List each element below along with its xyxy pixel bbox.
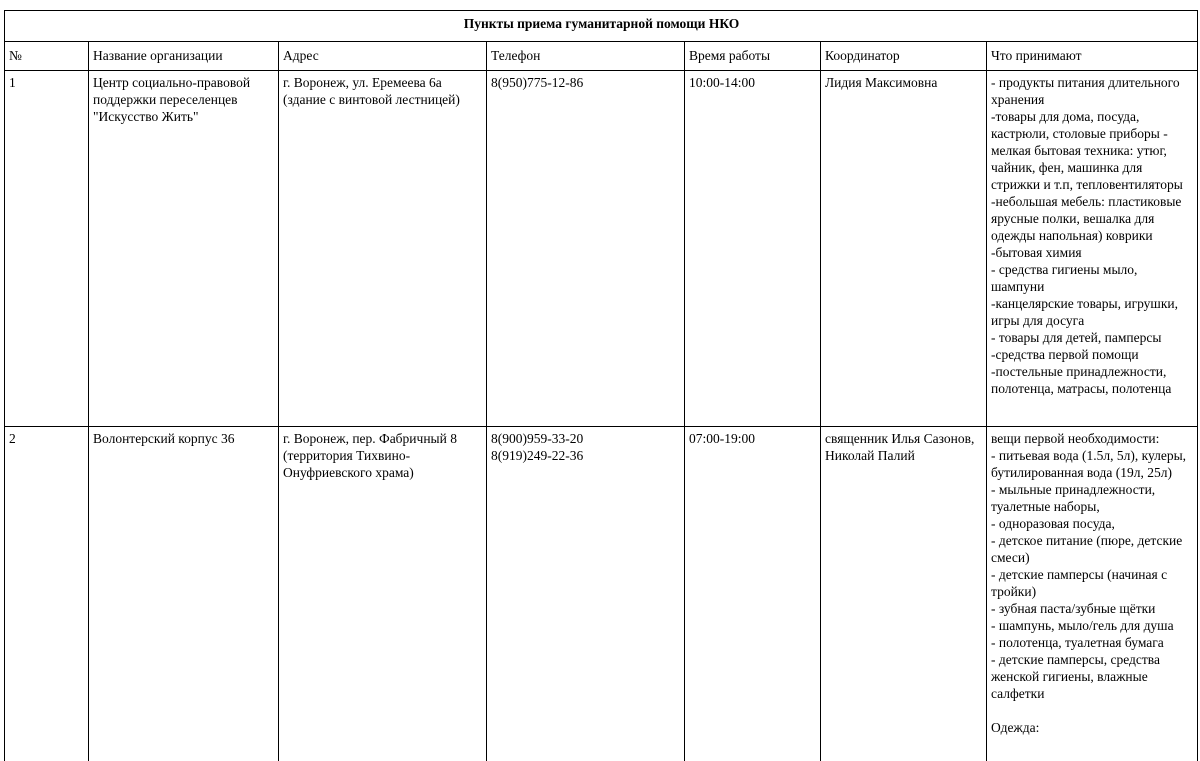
cell-phone[interactable]	[487, 71, 685, 427]
header-address[interactable]: Адрес	[279, 42, 487, 71]
table-row	[5, 427, 1198, 761]
phone-number: 8(950)775-12-86	[491, 75, 584, 90]
header-org[interactable]: Название организации	[89, 42, 279, 71]
header-accepts[interactable]: Что принимают	[987, 42, 1198, 71]
cell-accepts[interactable]: вещи первой необходимости: - питьевая вода (1.5л, 5л), кулеры, бутилированная вода (19л, 25л) - мыльные принадлежности, туалетные наборы, - одноразовая посуда, - детское питание (пюре, детские смеси) - детские памперсы (начиная с тройки) - зубная паста/зубные щётки - шампунь, мыло/гель для душа - полотенца, туалетная бумага - детские памперсы, средства женской гигиены, влажные салфетки Одежда:	[987, 427, 1198, 761]
cell-address[interactable]: г. Воронеж, ул. Еремеева 6а (здание с винтовой лестницей)	[279, 71, 487, 427]
cell-hours[interactable]: 07:00-19:00	[685, 427, 821, 761]
header-num[interactable]: №	[5, 42, 89, 71]
phone-number: 8(900)959-33-20	[491, 431, 584, 446]
coordinator-name: Николай Палий	[825, 448, 915, 463]
ngo-aid-points-table	[4, 10, 1198, 761]
cell-org[interactable]: Волонтерский корпус 36	[89, 427, 279, 761]
header-hours[interactable]: Время работы	[685, 42, 821, 71]
cell-num[interactable]: 1	[5, 71, 89, 427]
coordinator-name: Лидия Максимовна	[825, 75, 938, 90]
table-title: Пункты приема гуманитарной помощи НКО	[5, 11, 1198, 42]
header-coordinator[interactable]: Координатор	[821, 42, 987, 71]
cell-phone[interactable]	[487, 427, 685, 761]
cell-address[interactable]: г. Воронеж, пер. Фабричный 8 (территория Тихвино-Онуфриевского храма)	[279, 427, 487, 761]
table-row	[5, 71, 1198, 427]
table-title-row	[5, 11, 1198, 42]
table-header-row	[5, 42, 1198, 71]
cell-coordinator[interactable]	[821, 71, 987, 427]
cell-accepts[interactable]: - продукты питания длительного хранения -товары для дома, посуда, кастрюли, столовые приборы - мелкая бытовая техника: утюг, чайник, фен, машинка для стрижки и т.п, тепловентиляторы -небольшая мебель: пластиковые ярусные полки, вешалка для одежды напольная) коврики -бытовая химия - средства гигиены мыло, шампуни -канцелярские товары, игрушки, игры для досуга - товары для детей, памперсы -средства первой помощи -постельные принадлежности, полотенца, матрасы, полотенца	[987, 71, 1198, 427]
cell-num[interactable]: 2	[5, 427, 89, 761]
phone-number: 8(919)249-22-36	[491, 448, 584, 463]
cell-hours[interactable]: 10:00-14:00	[685, 71, 821, 427]
cell-coordinator[interactable]	[821, 427, 987, 761]
coordinator-name: священник Илья Сазонов,	[825, 431, 975, 446]
cell-org[interactable]: Центр социально-правовой поддержки переселенцев "Искусство Жить"	[89, 71, 279, 427]
header-phone[interactable]: Телефон	[487, 42, 685, 71]
